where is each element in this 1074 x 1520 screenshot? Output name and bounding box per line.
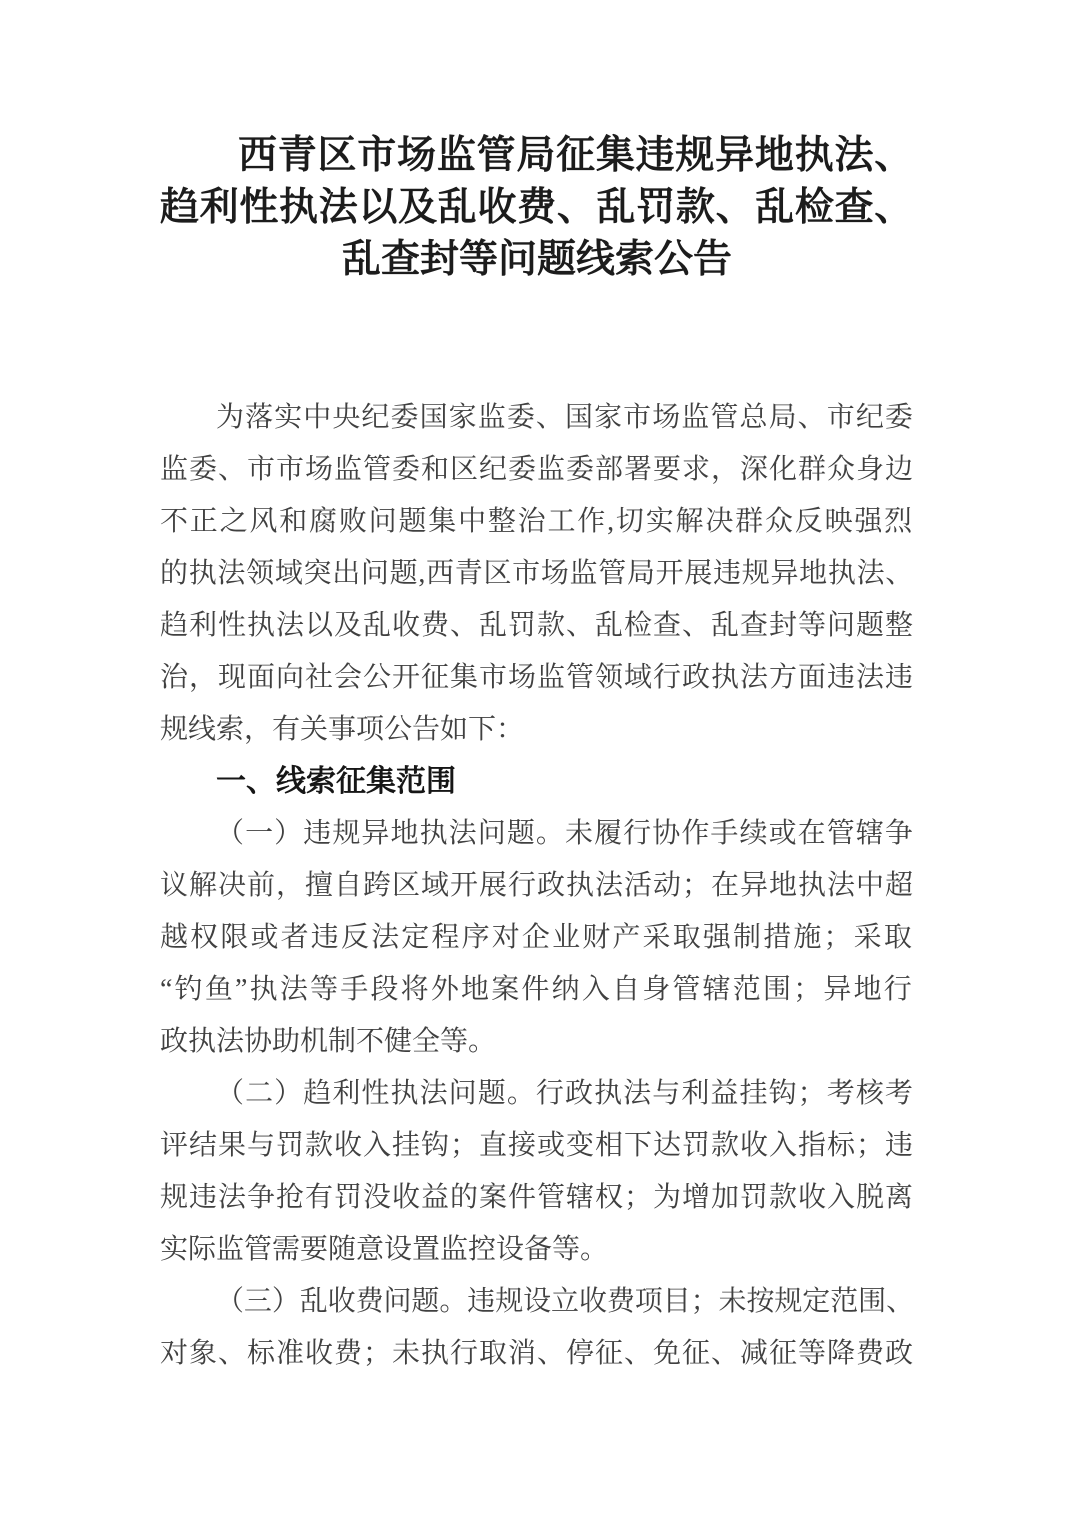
text-line: 越权限或者违反法定程序对企业财产采取强制措施；采取 bbox=[160, 922, 914, 953]
text-line: 规线索，有关事项公告如下： bbox=[160, 714, 525, 745]
text-line: 治，现面向社会公开征集市场监管领域行政执法方面违法违 bbox=[160, 662, 914, 693]
text-line: 评结果与罚款收入挂钩；直接或变相下达罚款收入指标；违 bbox=[160, 1130, 914, 1161]
text-line: （三）乱收费问题。违规设立收费项目；未按规定范围、 bbox=[216, 1286, 914, 1317]
text-line: 不正之风和腐败问题集中整治工作,切实解决群众反映强烈 bbox=[160, 506, 914, 537]
title-line: 趋利性执法以及乱收费、乱罚款、乱检查、 bbox=[160, 186, 914, 229]
text-line: 趋利性执法以及乱收费、乱罚款、乱检查、乱查封等问题整 bbox=[160, 610, 914, 641]
text-line: 实际监管需要随意设置监控设备等。 bbox=[160, 1234, 609, 1265]
section-heading: 一、线索征集范围 bbox=[216, 765, 456, 798]
document-body bbox=[160, 392, 914, 1380]
text-line: 对象、标准收费；未执行取消、停征、免征、减征等降费政 bbox=[160, 1338, 914, 1369]
text-line: （一）违规异地执法问题。未履行协作手续或在管辖争 bbox=[216, 818, 914, 849]
document-title bbox=[160, 130, 914, 286]
text-line: 的执法领域突出问题,西青区市场监管局开展违规异地执法、 bbox=[160, 558, 914, 589]
text-line: 议解决前，擅自跨区域开展行政执法活动；在异地执法中超 bbox=[160, 870, 914, 901]
text-line: 政执法协助机制不健全等。 bbox=[160, 1026, 497, 1057]
text-line: 监委、市市场监管委和区纪委监委部署要求，深化群众身边 bbox=[160, 454, 914, 485]
text-line: 规违法争抢有罚没收益的案件管辖权；为增加罚款收入脱离 bbox=[160, 1182, 914, 1213]
title-line: 乱查封等问题线索公告 bbox=[341, 238, 732, 281]
text-line: （二）趋利性执法问题。行政执法与利益挂钩；考核考 bbox=[216, 1078, 914, 1109]
text-line: “钓鱼”执法等手段将外地案件纳入自身管辖范围；异地行 bbox=[160, 974, 914, 1005]
title-line: 西青区市场监管局征集违规异地执法、 bbox=[238, 134, 914, 177]
text-line: 为落实中央纪委国家监委、国家市场监管总局、市纪委 bbox=[216, 402, 914, 433]
